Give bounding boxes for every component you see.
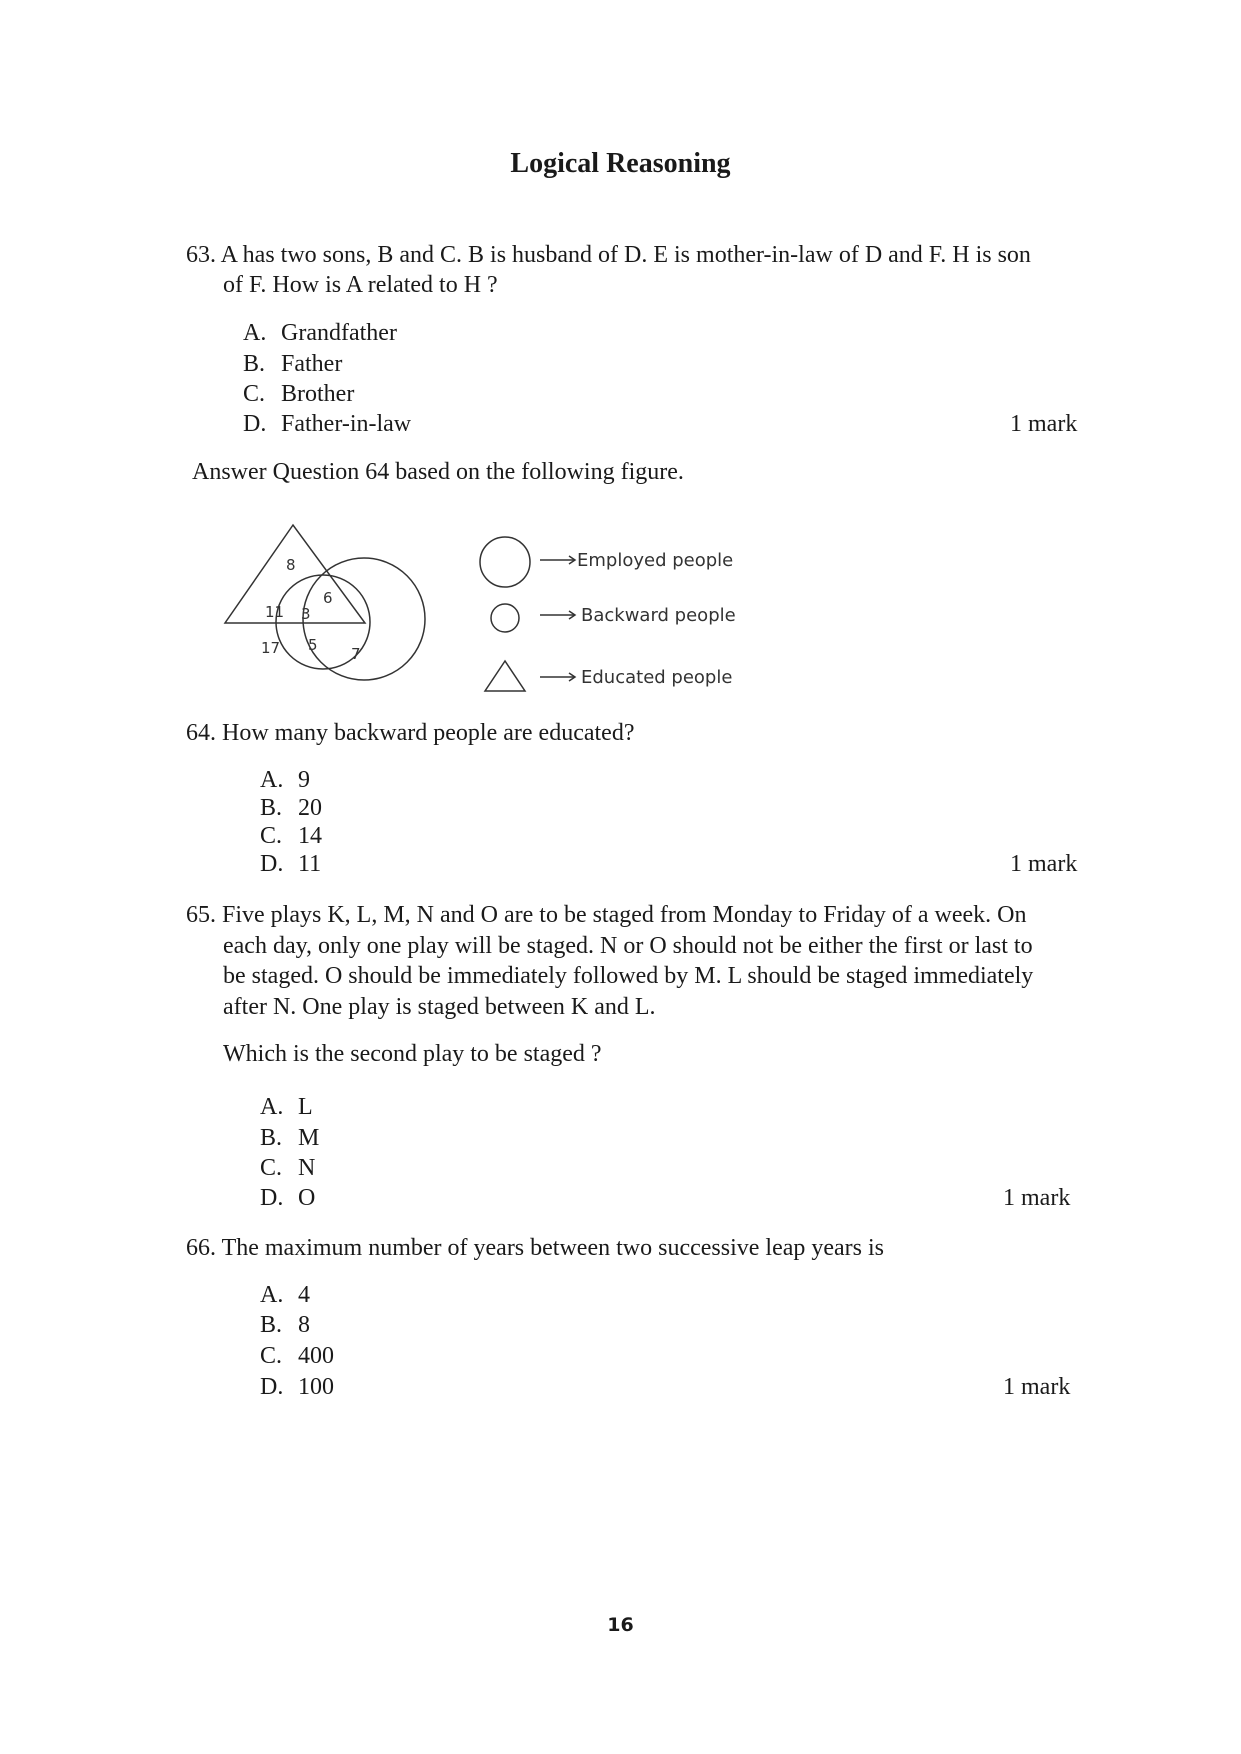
- question-64-option-a: A. 9: [260, 767, 310, 793]
- question-64-option-d: D. 11: [260, 851, 322, 877]
- question-66-option-d: D. 100: [260, 1374, 334, 1400]
- page-title: Logical Reasoning: [510, 148, 731, 179]
- legend-triangle-icon: [485, 661, 525, 691]
- question-63-option-a: A. Grandfather: [243, 320, 397, 346]
- question-65-option-a: A. L: [260, 1094, 313, 1120]
- question-65-option-d: D. O: [260, 1185, 316, 1211]
- question-64-option-c: C. 14: [260, 823, 322, 849]
- legend-backward-label: Backward people: [581, 605, 736, 626]
- question-66-option-c: C. 400: [260, 1343, 334, 1369]
- region-all-three: 3: [301, 605, 311, 623]
- question-63-option-b: B. Father: [243, 351, 343, 377]
- venn-figure: [215, 515, 775, 695]
- question-64-mark: 1 mark: [1010, 851, 1078, 877]
- legend-educated-label: Educated people: [581, 667, 733, 688]
- region-triangle-only: 8: [286, 556, 296, 574]
- question-65-line-2: each day, only one play will be staged. N or O should not be either the first or last to: [223, 933, 1033, 959]
- question-65-line-3: be staged. O should be immediately followed by M. L should be staged immediately: [223, 963, 1034, 989]
- question-65-option-c: C. N: [260, 1155, 316, 1181]
- region-triangle-employed: 6: [323, 589, 333, 607]
- question-66-option-a: A. 4: [260, 1282, 310, 1308]
- question-65-line-1: 65. Five plays K, L, M, N and O are to be staged from Monday to Friday of a week. On: [186, 902, 1027, 928]
- legend-small-circle-icon: [491, 604, 519, 632]
- question-66-mark: 1 mark: [1003, 1374, 1071, 1400]
- question-66-line-1: 66. The maximum number of years between two successive leap years is: [186, 1235, 885, 1261]
- legend-employed-label: Employed people: [577, 550, 734, 571]
- question-63-option-d: D. Father-in-law: [243, 411, 412, 437]
- question-63-line-1: 63. A has two sons, B and C. B is husband of D. E is mother-in-law of D and F. H is son: [186, 242, 1031, 268]
- circle-employed: [303, 558, 425, 680]
- triangle-educated: [225, 525, 365, 623]
- question-64-line-1: 64. How many backward people are educated?: [186, 720, 635, 746]
- legend-large-circle-icon: [480, 537, 530, 587]
- figure-intro: Answer Question 64 based on the following figure.: [192, 459, 684, 485]
- question-63-mark: 1 mark: [1010, 411, 1078, 437]
- question-65-mark: 1 mark: [1003, 1185, 1071, 1211]
- region-employed-only: 7: [351, 645, 361, 663]
- page-number: 16: [607, 1614, 634, 1636]
- question-65-subquestion: Which is the second play to be staged ?: [223, 1041, 602, 1067]
- region-backward-only: 17: [261, 639, 281, 657]
- region-triangle-backward: 11: [265, 603, 285, 621]
- region-backward-employed: 5: [308, 636, 318, 654]
- question-63-line-2: of F. How is A related to H ?: [223, 272, 498, 298]
- question-63-option-c: C. Brother: [243, 381, 355, 407]
- question-64-option-b: B. 20: [260, 795, 322, 821]
- question-65-option-b: B. M: [260, 1125, 320, 1151]
- question-66-option-b: B. 8: [260, 1312, 310, 1338]
- question-65-line-4: after N. One play is staged between K and L.: [223, 994, 656, 1020]
